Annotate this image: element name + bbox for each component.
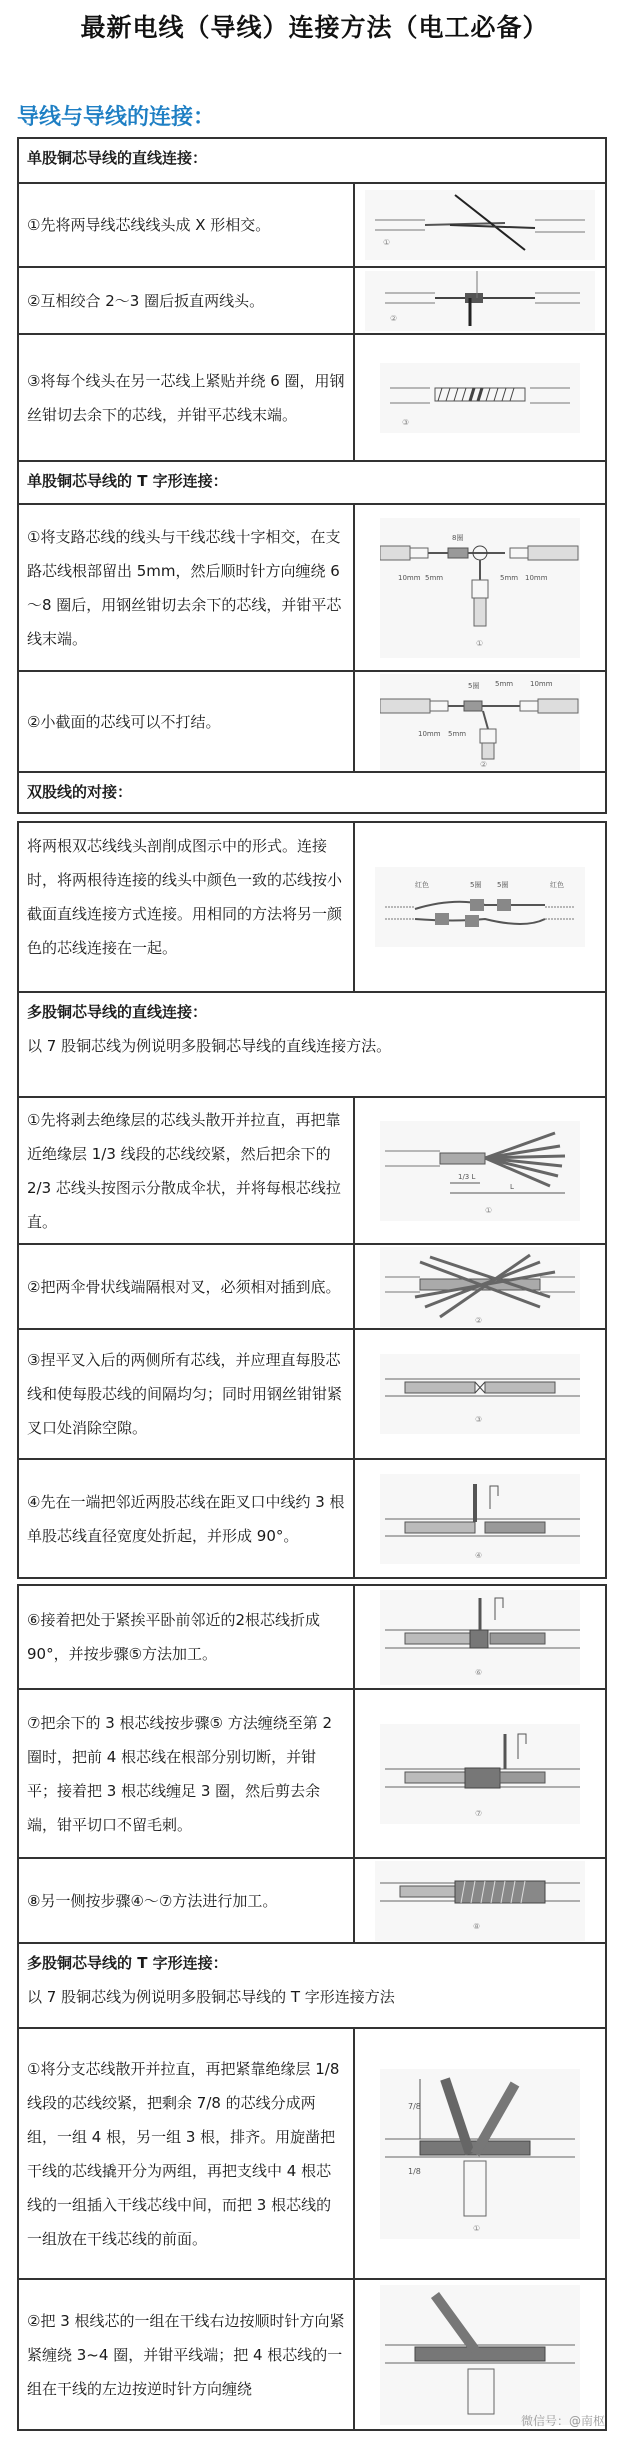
figure-fold-90 xyxy=(355,1460,605,1577)
step-text: ①先将剥去绝缘层的芯线头散开并拉直，再把靠近绝缘层 1/3 线段的芯线绞紧，然后把余下的 2/3 芯线头按图示分散成伞状，并将每根芯线拉直。 xyxy=(19,1098,355,1243)
step-text: ①将支路芯线的线头与干线芯线十字相交，在支路芯线根部留出 5mm，然后顺时针方向缠绕 6～8 圈后，用钢丝钳切去余下的芯线，并钳平芯线末端。 xyxy=(19,505,355,670)
watermark: 微信号：@南枢 xyxy=(520,2414,605,2428)
svg-text:7/8: 7/8 xyxy=(408,2101,421,2111)
header-label: 多股铜芯导线的 T 字形连接： xyxy=(27,1954,228,1972)
table-header-row xyxy=(19,991,605,1096)
figure-x-cross xyxy=(355,184,605,266)
step-text: ②把 3 根线芯的一组在干线右边按顺时针方向紧紧缠绕 3~4 圈，并钳平线端；把 4 根芯线的一组在干线的左边按逆时针方向缠绕 xyxy=(19,2280,355,2429)
table-header-row xyxy=(19,1942,605,2027)
figure-finished xyxy=(355,1859,605,1942)
figure-twist-bend xyxy=(355,268,605,333)
header-description: 以 7 股铜芯线为例说明多股铜芯导线的 T 字形连接方法 xyxy=(27,1988,395,2006)
table-row xyxy=(19,2027,605,2278)
figure-flatten xyxy=(355,1330,605,1458)
svg-text:5圈: 5圈 xyxy=(497,881,509,889)
header-label: 单股铜芯导线的直线连接： xyxy=(27,149,208,167)
svg-text:8圈: 8圈 xyxy=(452,533,464,542)
svg-text:10mm: 10mm xyxy=(398,573,421,582)
step-text: ③将每个线头在另一芯线上紧贴并绕 6 圈，用钢丝钳切去余下的芯线，并钳平芯线末端。 xyxy=(19,335,355,460)
figure-t-noknot xyxy=(355,672,605,771)
table-multi-core-straight xyxy=(17,821,607,1579)
figure-umbrella xyxy=(355,1098,605,1243)
svg-text:红色: 红色 xyxy=(550,881,564,889)
step-text: ⑥接着把处于紧挨平卧前邻近的2根芯线折成 90°，并按步骤⑤方法加工。 xyxy=(19,1586,355,1688)
step-text: ⑦把余下的 3 根芯线按步骤⑤ 方法缠绕至第 2 圈时，把前 4 根芯线在根部分别切断，并钳平；接着把 3 根芯线缠足 3 圈，然后剪去余端，钳平切口不留毛刺。 xyxy=(19,1690,355,1857)
figure-twin-core xyxy=(355,823,605,991)
header-label: 多股铜芯导线的直线连接： xyxy=(27,1003,208,1021)
svg-text:5圈: 5圈 xyxy=(470,881,482,889)
svg-text:1/8: 1/8 xyxy=(408,2166,421,2176)
table-row xyxy=(19,1857,605,1942)
svg-text:10mm: 10mm xyxy=(418,729,441,738)
table-row xyxy=(19,670,605,771)
figure-interleave xyxy=(355,1245,605,1328)
svg-text:5mm: 5mm xyxy=(500,573,519,582)
table-row xyxy=(19,823,605,991)
svg-text:5mm: 5mm xyxy=(425,573,444,582)
svg-text:⑥: ⑥ xyxy=(475,1667,483,1677)
section-heading: 导线与导线的连接： xyxy=(17,105,216,130)
svg-text:5mm: 5mm xyxy=(448,729,467,738)
table-single-core xyxy=(17,137,607,814)
table-row xyxy=(19,1243,605,1328)
table-row xyxy=(19,333,605,460)
svg-text:⑦: ⑦ xyxy=(475,1808,483,1818)
svg-text:④: ④ xyxy=(475,1550,483,1560)
svg-text:红色: 红色 xyxy=(415,881,429,889)
table-row xyxy=(19,1458,605,1577)
step-text: ④先在一端把邻近两股芯线在距叉口中线约 3 根单股芯线直径宽度处折起，并形成 90°。 xyxy=(19,1460,355,1577)
page-title: 最新电线（导线）连接方法（电工必备） xyxy=(80,13,549,42)
table-row xyxy=(19,2278,605,2429)
svg-text:①: ① xyxy=(473,2223,481,2233)
svg-text:③: ③ xyxy=(475,1415,483,1424)
figure-fold-next xyxy=(355,1586,605,1688)
table-row xyxy=(19,1586,605,1688)
table-multi-core-steps xyxy=(17,1584,607,2431)
svg-text:10mm: 10mm xyxy=(530,679,553,688)
svg-text:③: ③ xyxy=(402,417,410,427)
header-description: 以 7 股铜芯线为例说明多股铜芯导线的直线连接方法。 xyxy=(27,1037,392,1055)
header-label: 双股线的对接： xyxy=(27,783,133,801)
figure-wrap-remaining xyxy=(355,1690,605,1857)
figure-t-knot xyxy=(355,505,605,670)
table-row xyxy=(19,1688,605,1857)
svg-text:①: ① xyxy=(485,1205,493,1215)
svg-text:5圈: 5圈 xyxy=(468,681,480,690)
figure-t-split xyxy=(355,2029,605,2278)
table-header-row xyxy=(19,771,605,814)
step-text: ②互相绞合 2～3 圈后扳直两线头。 xyxy=(19,268,355,333)
svg-text:②: ② xyxy=(475,1315,483,1325)
header-label: 单股铜芯导线的 T 字形连接： xyxy=(27,472,228,490)
svg-text:①: ① xyxy=(383,238,391,247)
figure-wrap-6 xyxy=(355,335,605,460)
table-row xyxy=(19,1096,605,1243)
step-text: ②小截面的芯线可以不打结。 xyxy=(19,672,355,771)
step-text: 将两根双芯线线头剖削成图示中的形式。连接时，将两根待连接的线头中颜色一致的芯线按小截面直线连接方式连接。用相同的方法将另一颜色的芯线连接在一起。 xyxy=(19,823,355,991)
step-text: ③捏平叉入后的两侧所有芯线，并应理直每股芯线和使每股芯线的间隔均匀；同时用钢丝钳钳紧叉口处消除空隙。 xyxy=(19,1330,355,1458)
figure-t-wrap xyxy=(355,2280,605,2429)
svg-text:②: ② xyxy=(390,313,398,323)
table-row xyxy=(19,266,605,333)
step-text: ②把两伞骨状线端隔根对叉，必须相对插到底。 xyxy=(19,1245,355,1328)
step-text: ①先将两导线芯线线头成 X 形相交。 xyxy=(19,184,355,266)
svg-text:5mm: 5mm xyxy=(495,679,514,688)
svg-text:10mm: 10mm xyxy=(525,573,548,582)
table-row xyxy=(19,182,605,266)
svg-text:⑧: ⑧ xyxy=(473,1921,481,1931)
table-header-row xyxy=(19,139,605,182)
svg-text:1/3 L: 1/3 L xyxy=(458,1172,476,1181)
step-text: ①将分支芯线散开并拉直，再把紧靠绝缘层 1/8 线段的芯线绞紧，把剩余 7/8 的芯线分成两组，一组 4 根，另一组 3 根，排齐。用旋凿把干线的芯线撬开分为两组，再把支线中 4 根芯线的一组插入干线芯线中间，而把 3 根芯线的一组放在干线芯线的前面。 xyxy=(19,2029,355,2278)
table-row xyxy=(19,503,605,670)
table-header-row xyxy=(19,460,605,503)
svg-text:①: ① xyxy=(476,638,484,648)
step-text: ⑧另一侧按步骤④～⑦方法进行加工。 xyxy=(19,1859,355,1942)
svg-text:L: L xyxy=(510,1182,514,1191)
table-row xyxy=(19,1328,605,1458)
svg-text:②: ② xyxy=(480,759,488,769)
